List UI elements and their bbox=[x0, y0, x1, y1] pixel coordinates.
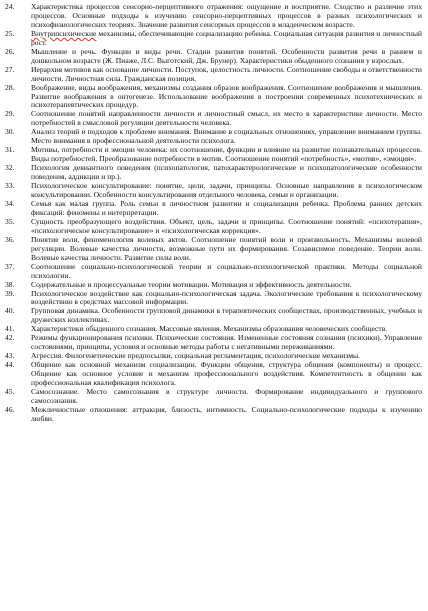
item-number: 31. bbox=[5, 145, 15, 155]
item-text: Соотношение социально-психологической теории и социально-психологической практики. Методы социальной психологии. bbox=[31, 261, 422, 280]
item-text: Воображение, виды воображения, механизмы создания образов воображения. Соотношение воображения и мышления. Развитие воображения в онтогенезе. Использование воображения в построении современных психотехнических и психотерапевтических процедур. bbox=[31, 82, 422, 110]
item-text: Мотивы, потребности и эмоции человека: их соотношение, функции и влияние на развитие познавательных процессов. Виды потребностей. Преобразование потребности в мотив. Соотношение понятий «потребность», «мотив», «эмоция». bbox=[31, 145, 422, 164]
list-item-24 bbox=[5, 3, 422, 30]
item-text: Групповая динамика. Особенности групповой динамики в терапевтических сообществах, производственных, учебных и дружеских коллективах. bbox=[31, 306, 422, 325]
item-number: 25. bbox=[5, 28, 15, 38]
item-number: 36. bbox=[5, 234, 15, 244]
list-item-31 bbox=[5, 146, 422, 164]
list-item-35 bbox=[5, 218, 422, 236]
item-text: Психологическое воздействие как социально-психологическая задача. Экологические требования к психологическому воздействию в средствах массовой информации. bbox=[31, 288, 422, 307]
list-item-46 bbox=[5, 406, 422, 424]
item-number: 34. bbox=[5, 198, 15, 208]
item-text: Понятие воли, феноменология волевых актов. Соотношение понятий воли и произвольность. Механизмы волевой регуляции. Волевые качества личности, возможные пути их формирования. Созависимое поведение. Теории воли. Волевые качества личности. Развитие силы воли. bbox=[31, 234, 422, 262]
list-item-28 bbox=[5, 84, 422, 111]
item-number: 38. bbox=[5, 279, 15, 289]
item-number: 29. bbox=[5, 109, 15, 119]
item-number: 24. bbox=[5, 2, 15, 11]
item-number: 40. bbox=[5, 306, 15, 316]
item-text: Содержательные и процессуальные теории мотивации. Мотивация и эффективность деятельности. bbox=[31, 279, 352, 289]
list-item-45 bbox=[5, 388, 422, 406]
list-item-36 bbox=[5, 236, 422, 263]
item-number: 39. bbox=[5, 288, 15, 298]
list-item-44 bbox=[5, 361, 422, 388]
item-text: механизмы, обеспечивающие социализацию ребенка. Социальная ситуация развития и личностный рост. bbox=[31, 28, 422, 47]
list-item-30 bbox=[5, 128, 422, 146]
item-number: 28. bbox=[5, 82, 15, 92]
item-text: Соотношение понятий направленности личности и личностный смысл, их место в характеристике личности. Место потребностей в смысловой регуляции деятельности человека. bbox=[31, 109, 422, 128]
item-number: 30. bbox=[5, 127, 15, 137]
item-number: 46. bbox=[5, 404, 15, 414]
item-number: 43. bbox=[5, 351, 15, 361]
list-item-26 bbox=[5, 48, 422, 66]
item-number: 32. bbox=[5, 163, 15, 173]
list-item-33 bbox=[5, 182, 422, 200]
item-number: 42. bbox=[5, 333, 15, 343]
item-text: Семья как малая группа. Роль семьи в личностном развитии и социализации ребенка. Проблема ранних детских фиксаций: феномены и интерпретации. bbox=[31, 198, 422, 217]
item-number: 27. bbox=[5, 64, 15, 74]
item-text: Общение как основной механизм социализации. Функции общения, структура общения (компоненты) и процесс. Общение как основное условие и механизм профессионального воздействия. Компетентность в общении как профессиональная квалификация психолога. bbox=[31, 360, 422, 388]
item-text: Режимы функционирования психики. Психические состояния. Измененные состояния сознания (психики). Управление состояниями, принципы, условия и основные методы работы с негативными переживаниями. bbox=[31, 333, 422, 352]
item-text: Иерархия мотивов как основание личности. Поступок, целостность личности. Соотношение свободы и ответственности личности. Личностная сила. Гражданская позиция. bbox=[31, 64, 422, 83]
list-item-37 bbox=[5, 263, 422, 281]
item-text: Агрессия. Филогенетические предпосылки, социальная регламентация, психологические механизмы. bbox=[31, 351, 361, 361]
item-number: 44. bbox=[5, 360, 15, 370]
item-number: 41. bbox=[5, 324, 15, 334]
list-item-29 bbox=[5, 110, 422, 128]
item-number: 26. bbox=[5, 46, 15, 56]
item-text: Психологическое консультирование: понятие, цели, задачи, принципы. Основные направления в психологическом консультировании. Особенности консультирования отдельного человека, семьи и организации. bbox=[31, 181, 422, 200]
list-item-39 bbox=[5, 290, 422, 308]
item-text: Мышление и речь. Функции и виды речи. Стадии развития понятий. Особенности развития речи в раннем и дошкольном возрасте (Ж. Пиаже, Л.С. Выготский, Дж. Брунер). Характеристики обыденного сознания у взрослых. bbox=[31, 46, 422, 65]
list-item-25 bbox=[5, 30, 422, 48]
item-text: Психология девиантного поведения (психопатология, патохарактерологические и психопатологические особенности поведения, аддикции и пр.). bbox=[31, 163, 422, 182]
spellcheck-underlined-word: Внутрипсихические bbox=[31, 28, 97, 38]
item-text: Межличностные отношения: аттракция, близость, интимность. Социально-психологические подходы к изучению любви. bbox=[31, 404, 422, 423]
item-text: Характеристики обыденного сознания. Массовые явления. Механизмы образования человеческих сообществ. bbox=[31, 324, 388, 334]
list-item-34 bbox=[5, 200, 422, 218]
item-text: Сущность преобразующего воздействия. Объект, цель, задачи и принципы. Соотношение понятий: «психотерапия», «психологическое консультирование» и «психологическая коррекция». bbox=[31, 216, 422, 235]
item-text: Анализ теорий и подходов к проблеме внимания. Внимание в социальных отношениях, управление вниманием группы. Место внимания в профессиональной деятельности психолога. bbox=[31, 127, 422, 146]
list-item-32 bbox=[5, 164, 422, 182]
list-item-40 bbox=[5, 307, 422, 325]
item-number: 35. bbox=[5, 216, 15, 226]
item-number: 33. bbox=[5, 181, 15, 191]
item-number: 37. bbox=[5, 261, 15, 271]
list-item-42 bbox=[5, 334, 422, 352]
item-text: Характеристика процессов сенсорно-перцептивного отражения: ощущение и восприятие. Сходство и различие этих процессов. Основные подходы к изучению сенсорно-перцептивных процессов в разных психологических и психофизиологических теориях. Значение развития сенсорных процессов в младенческом возрасте. bbox=[31, 2, 422, 29]
item-text: Самосознание. Место самосознания в структуре личности. Формирование индивидуального и группового самосознания. bbox=[31, 386, 422, 405]
list-item-27 bbox=[5, 66, 422, 84]
item-number: 45. bbox=[5, 386, 15, 396]
